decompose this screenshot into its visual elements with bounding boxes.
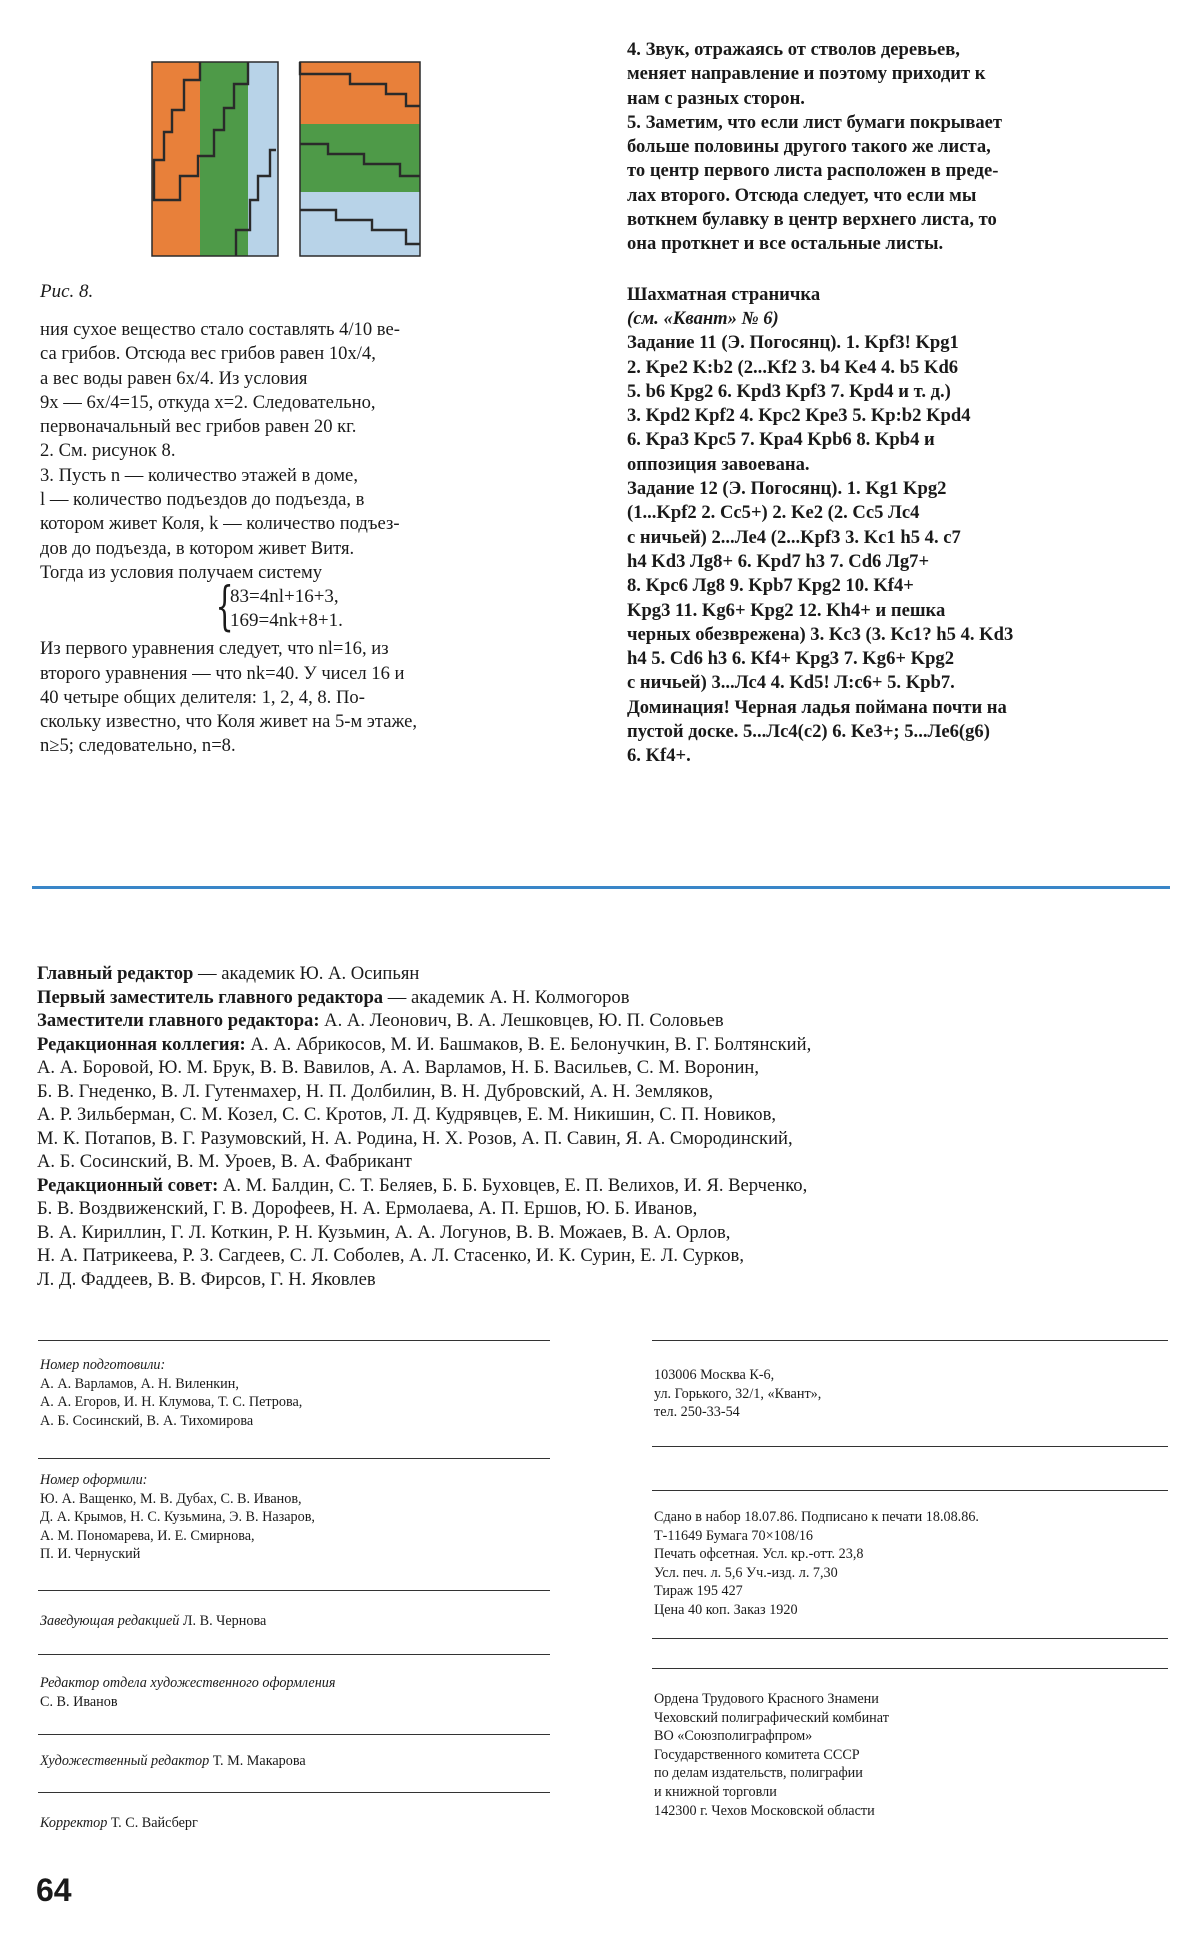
text-line: Из первого уравнения следует, что nl=16, из bbox=[40, 638, 389, 660]
task-12-line: h4 5. Cd6 h3 6. Kf4+ Kpg3 7. Kg6+ Kpg2 bbox=[627, 648, 955, 670]
print-info-line: Усл. печ. л. 5,6 Уч.-изд. л. 7,30 bbox=[654, 1564, 838, 1581]
task-12 bbox=[627, 477, 1165, 769]
managing-label: Заведующая редакцией bbox=[40, 1613, 180, 1629]
imprint-rule bbox=[652, 1638, 1168, 1639]
art-dept-editor bbox=[40, 1674, 550, 1711]
page-number: 64 bbox=[36, 1872, 72, 1908]
printer-line: Государственного комитета СССР bbox=[654, 1746, 860, 1763]
task-12-line: Доминация! Черная ладья поймана почти на bbox=[627, 696, 1007, 718]
item-3-line: дов до подъезда, в котором живет Витя. bbox=[40, 537, 355, 559]
art-editor-label: Художественный редактор bbox=[40, 1753, 210, 1769]
task-11-line: 6. Kpa3 Kpc5 7. Kpa4 Kpb6 8. Kpb4 и bbox=[627, 429, 935, 451]
text-line: n≥5; следовательно, n=8. bbox=[40, 735, 236, 757]
printer-block bbox=[654, 1690, 1164, 1820]
task-12-line: (1...Kpf2 2. Cc5+) 2. Ke2 (2. Cc5 Лc4 bbox=[627, 502, 920, 524]
task-12-line: с ничьей) 2...Лe4 (2...Kpf3 3. Kc1 h5 4. c7 bbox=[627, 526, 961, 548]
item-4-line: нам с разных сторон. bbox=[627, 87, 805, 109]
task-12-line: 8. Kpc6 Лg8 9. Kpb7 Kpg2 10. Kf4+ bbox=[627, 575, 914, 597]
designed-line: Д. А. Крымов, Н. С. Кузьмина, Э. В. Назаров, bbox=[40, 1509, 315, 1526]
section-divider bbox=[32, 886, 1170, 889]
designed-line: Ю. А. Ващенко, М. В. Дубах, С. В. Иванов, bbox=[40, 1490, 302, 1507]
print-info-line: Т-11649 Бумага 70×108/16 bbox=[654, 1527, 814, 1544]
task-12-line: с ничьей) 3...Лc4 4. Kd5! Л:c6+ 5. Kpb7. bbox=[627, 672, 955, 694]
task-11-line: 3. Kpd2 Kpf2 4. Kpc2 Kpe3 5. Kp:b2 Kpd4 bbox=[627, 405, 971, 427]
chess-reference: (см. «Квант» № 6) bbox=[627, 307, 779, 329]
imprint-rule bbox=[652, 1446, 1168, 1447]
first-deputy: — академик А. Н. Колмогоров bbox=[383, 986, 630, 1008]
imprint-rule bbox=[38, 1340, 550, 1341]
task-11-line: 5. b6 Kpg2 6. Kpd3 Kpf3 7. Kpd4 и т. д.) bbox=[627, 380, 951, 402]
task-12-line: черных обезврежена) 3. Kc3 (3. Kc1? h5 4. Kd3 bbox=[627, 623, 1014, 645]
board-line: А. А. Абрикосов, М. И. Башмаков, В. Е. Белонучкин, В. Г. Болтянский, bbox=[245, 1033, 812, 1055]
address-line: тел. 250-33-54 bbox=[654, 1404, 740, 1421]
print-info-block bbox=[654, 1508, 1168, 1620]
imprint-rule bbox=[652, 1668, 1168, 1669]
deputies: А. А. Леонович, В. А. Лешковцев, Ю. П. Соловьев bbox=[319, 1010, 724, 1031]
task-12-line: h4 Kd3 Лg8+ 6. Kpd7 h3 7. Cd6 Лg7+ bbox=[627, 550, 930, 572]
imprint-rule bbox=[38, 1590, 550, 1591]
printer-line: 142300 г. Чехов Московской области bbox=[654, 1802, 875, 1819]
deputies-label: Заместители главного редактора: bbox=[37, 1010, 320, 1031]
text-line: а вес воды равен 6x/4. Из условия bbox=[40, 367, 308, 389]
imprint-rule bbox=[38, 1458, 550, 1459]
item-4-line: 4. Звук, отражаясь от стволов деревьев, bbox=[627, 39, 960, 60]
prepared-label: Номер подготовили: bbox=[40, 1357, 166, 1373]
printer-line: по делам издательств, полиграфии bbox=[654, 1765, 863, 1782]
prepared-block bbox=[40, 1356, 550, 1430]
item-4-line: меняет направление и поэтому приходит к bbox=[627, 63, 986, 85]
task-12-line: 6. Kf4+. bbox=[627, 745, 691, 767]
art-dept-name: С. В. Иванов bbox=[40, 1693, 118, 1710]
board-line: М. К. Потапов, В. Г. Разумовский, Н. А. Родина, Н. Х. Розов, А. П. Савин, Я. А. Смородинский, bbox=[37, 1127, 793, 1149]
print-info-line: Сдано в набор 18.07.86. Подписано к печати 18.08.86. bbox=[654, 1509, 979, 1525]
item-3-line: 3. Пусть n — количество этажей в доме, bbox=[40, 464, 358, 486]
imprint-rule bbox=[38, 1734, 550, 1735]
item-5-line: воткнем булавку в центр верхнего листа, то bbox=[627, 209, 997, 231]
figure-caption: Рис. 8. bbox=[40, 281, 94, 302]
council-line: Б. В. Воздвиженский, Г. В. Дорофеев, Н. А. Ермолаева, А. П. Ершов, Ю. Б. Иванов, bbox=[37, 1198, 698, 1219]
printer-line: Ордена Трудового Красного Знамени bbox=[654, 1691, 879, 1707]
chess-title: Шахматная страничка bbox=[627, 283, 821, 305]
council-line: Н. А. Патрикеева, Р. З. Сагдеев, С. Л. Соболев, А. Л. Стасенко, И. К. Сурин, Е. Л. Сурков, bbox=[37, 1245, 744, 1266]
prepared-line: А. А. Варламов, А. Н. Виленкин, bbox=[40, 1375, 239, 1392]
address-line: ул. Горького, 32/1, «Квант», bbox=[654, 1385, 822, 1402]
editorial-staff bbox=[37, 962, 1165, 1291]
first-deputy-label: Первый заместитель главного редактора bbox=[37, 986, 384, 1008]
designed-line: А. М. Пономарева, И. Е. Смирнова, bbox=[40, 1527, 255, 1544]
figure-8-left-square bbox=[152, 62, 278, 256]
task-11 bbox=[627, 331, 1165, 477]
corrector-label: Корректор bbox=[40, 1815, 108, 1831]
task-12-line: Задание 12 (Э. Погосянц). 1. Kg1 Kpg2 bbox=[627, 478, 947, 500]
council-label: Редакционный совет: bbox=[37, 1174, 219, 1196]
art-editor bbox=[40, 1752, 550, 1771]
item-2: 2. См. рисунок 8. bbox=[40, 440, 176, 462]
council-line: В. А. Кириллин, Г. Л. Коткин, Р. Н. Кузьмин, А. А. Логунов, В. В. Можаев, В. А. Орлов, bbox=[37, 1221, 731, 1243]
text-line: 40 четыре общих делителя: 1, 2, 4, 8. По- bbox=[40, 686, 365, 708]
figure-8-right-square bbox=[300, 62, 420, 256]
equation-1: 83=4nl+16+3, bbox=[230, 586, 339, 608]
board-line: А. Р. Зильберман, С. М. Козел, С. С. Кротов, Л. Д. Кудрявцев, Е. М. Никишин, С. П. Новиков, bbox=[37, 1104, 776, 1125]
equation-system bbox=[40, 577, 582, 638]
item-3-line: Тогда из условия получаем систему bbox=[40, 561, 323, 583]
task-12-line: Kpg3 11. Kg6+ Kpg2 12. Kh4+ и пешка bbox=[627, 599, 946, 621]
council-line: А. М. Балдин, С. Т. Беляев, Б. Б. Буховцев, Е. П. Велихов, И. Я. Верченко, bbox=[218, 1174, 808, 1196]
prepared-line: А. А. Егоров, И. Н. Клумова, Т. С. Петрова, bbox=[40, 1394, 303, 1411]
text-line: са грибов. Отсюда вес грибов равен 10x/4, bbox=[40, 343, 376, 365]
item-5-line: лах второго. Отсюда следует, что если мы bbox=[627, 184, 977, 206]
prepared-line: А. Б. Сосинский, В. А. Тихомирова bbox=[40, 1412, 254, 1429]
print-info-line: Печать офсетная. Усл. кр.-отт. 23,8 bbox=[654, 1546, 864, 1563]
imprint-rule bbox=[652, 1340, 1168, 1341]
imprint-rule bbox=[38, 1792, 550, 1793]
print-info-line: Цена 40 коп. Заказ 1920 bbox=[654, 1601, 798, 1618]
text-line: скольку известно, что Коля живет на 5-м этаже, bbox=[40, 711, 417, 733]
task-11-line: 2. Kpe2 K:b2 (2...Kf2 3. b4 Ke4 4. b5 Kd6 bbox=[627, 356, 959, 378]
text-line: второго уравнения — что nk=40. У чисел 16 и bbox=[40, 662, 405, 684]
task-11-line: оппозиция завоевана. bbox=[627, 453, 810, 475]
equation-2: 169=4nk+8+1. bbox=[230, 610, 343, 632]
text-line: первоначальный вес грибов равен 20 кг. bbox=[40, 416, 357, 438]
imprint-rule bbox=[652, 1490, 1168, 1491]
board-line: Б. В. Гнеденко, В. Л. Гутенмахер, Н. П. Долбилин, В. Н. Дубровский, А. Н. Земляков, bbox=[37, 1080, 714, 1102]
council-line: Л. Д. Фаддеев, В. В. Фирсов, Г. Н. Яковлев bbox=[37, 1268, 376, 1290]
task-12-line: пустой доске. 5...Лc4(c2) 6. Ke3+; 5...Лe6(g6) bbox=[627, 721, 990, 743]
print-info-line: Тираж 195 427 bbox=[654, 1583, 743, 1600]
art-dept-label: Редактор отдела художественного оформления bbox=[40, 1675, 336, 1691]
board-line: А. А. Боровой, Ю. М. Брук, В. В. Вавилов, А. А. Варламов, Н. Б. Васильев, С. М. Воронин, bbox=[37, 1057, 760, 1078]
board-label: Редакционная коллегия: bbox=[37, 1033, 246, 1055]
printer-line: и книжной торговли bbox=[654, 1783, 777, 1800]
art-editor-name: Т. М. Макарова bbox=[209, 1753, 306, 1769]
left-column bbox=[40, 318, 582, 759]
figure-8 bbox=[150, 60, 422, 258]
text-line: 9x — 6x/4=15, откуда x=2. Следовательно, bbox=[40, 391, 376, 413]
text-line: ния сухое вещество стало составлять 4/10 ве- bbox=[40, 319, 400, 340]
chief-editor: — академик Ю. А. Осипьян bbox=[193, 963, 420, 984]
designed-line: П. И. Чернуский bbox=[40, 1546, 141, 1563]
corrector-name: Т. С. Вайсберг bbox=[107, 1815, 198, 1831]
brace: { bbox=[215, 577, 234, 638]
address-line: 103006 Москва К-6, bbox=[654, 1367, 775, 1383]
item-5-line: то центр первого листа расположен в преде- bbox=[627, 160, 999, 182]
item-5-line: 5. Заметим, что если лист бумаги покрывает bbox=[627, 111, 1003, 133]
task-11-line: Задание 11 (Э. Погосянц). 1. Kpf3! Kpg1 bbox=[627, 332, 959, 354]
chief-label: Главный редактор bbox=[37, 963, 194, 984]
board-line: А. Б. Сосинский, В. М. Уроев, В. А. Фабрикант bbox=[37, 1151, 412, 1172]
item-5-line: больше половины другого такого же листа, bbox=[627, 136, 991, 158]
address-block bbox=[654, 1366, 1164, 1422]
item-3-line: l — количество подъездов до подъезда, в bbox=[40, 489, 365, 511]
designed-block bbox=[40, 1471, 550, 1564]
item-3-line: котором живет Коля, k — количество подъез- bbox=[40, 513, 400, 535]
managing-name: Л. В. Чернова bbox=[179, 1613, 267, 1629]
designed-label: Номер оформили: bbox=[40, 1472, 148, 1488]
printer-line: ВО «Союзполиграфпром» bbox=[654, 1728, 813, 1745]
printer-line: Чеховский полиграфический комбинат bbox=[654, 1709, 889, 1726]
right-column bbox=[627, 38, 1165, 769]
imprint-rule bbox=[38, 1654, 550, 1655]
corrector bbox=[40, 1814, 550, 1833]
item-5-line: она проткнет и все остальные листы. bbox=[627, 233, 944, 255]
managing-editor bbox=[40, 1612, 550, 1631]
